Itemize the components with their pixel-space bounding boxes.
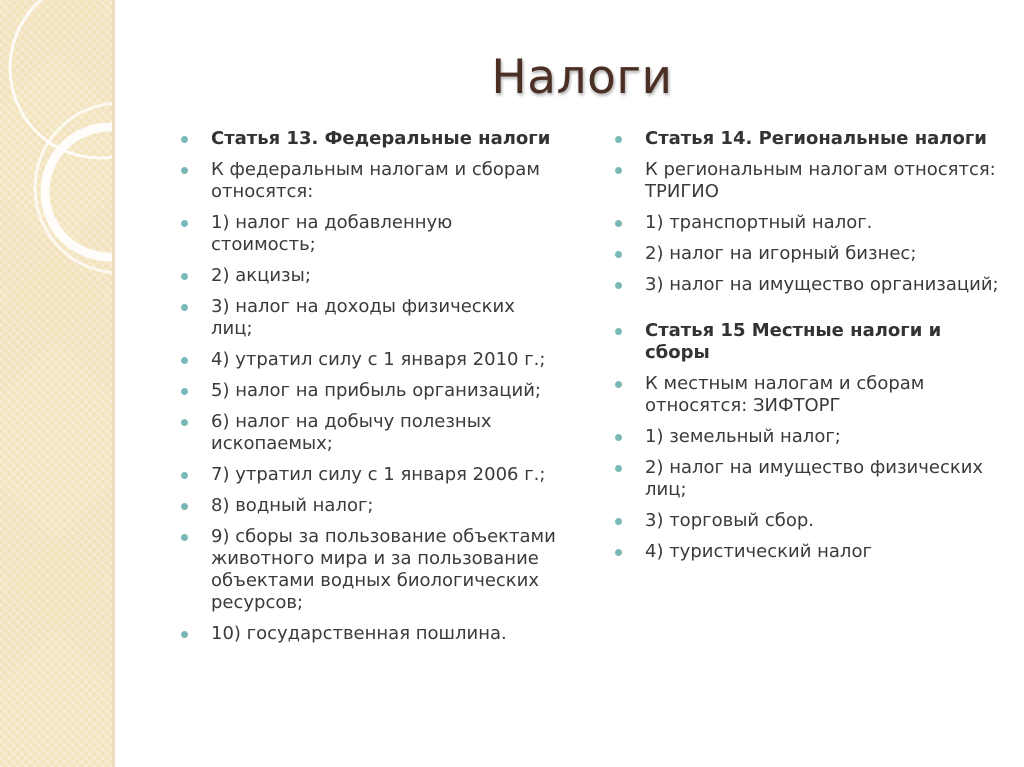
bullet-icon (181, 388, 188, 395)
list-item-text: К местным налогам и сборам относятся: ЗИФТОРГ (645, 373, 925, 416)
list-item (181, 265, 561, 287)
list-item (615, 426, 1005, 448)
list-item-text: 8) водный налог; (211, 495, 374, 516)
list-item-text: Статья 15 Местные налоги и сборы (645, 320, 942, 363)
list-item-text: 7) утратил силу с 1 января 2006 г.; (211, 464, 546, 485)
bullet-icon (615, 381, 622, 388)
list-item (181, 495, 561, 517)
list-item (615, 159, 1005, 203)
list-item (615, 541, 1005, 563)
list-item-text: 1) транспортный налог. (645, 212, 873, 233)
bullet-icon (181, 472, 188, 479)
list-item (181, 380, 561, 402)
list-item-text: К региональным налогам относятся: ТРИГИО (645, 159, 996, 202)
bullet-icon (615, 465, 622, 472)
bullet-icon (181, 503, 188, 510)
bullet-icon (615, 167, 622, 174)
list-item-text: 10) государственная пошлина. (211, 623, 507, 644)
list-item (615, 212, 1005, 234)
bullet-icon (615, 251, 622, 258)
bullet-icon (181, 534, 188, 541)
list-item-text: 3) налог на доходы физических лиц; (211, 296, 515, 339)
bullet-icon (615, 434, 622, 441)
list-item-text: 9) сборы за пользование объектами животного мира и за пользование объектами водных биологических ресурсов; (211, 526, 556, 613)
list-item-text: 2) акцизы; (211, 265, 311, 286)
list-item-text: 2) налог на игорный бизнес; (645, 243, 917, 264)
list-item (181, 128, 561, 150)
list-item-text: 4) туристический налог (645, 541, 872, 562)
list-item (615, 128, 1005, 150)
bullet-icon (615, 518, 622, 525)
list-item (181, 411, 561, 455)
list-item (181, 623, 561, 645)
bullet-icon (181, 419, 188, 426)
bullet-icon (615, 136, 622, 143)
list-item (615, 457, 1005, 501)
bullet-icon (181, 220, 188, 227)
list-item (181, 296, 561, 340)
bullet-icon (181, 136, 188, 143)
bullet-icon (181, 357, 188, 364)
list-item-text: Статья 13. Федеральные налоги (211, 128, 551, 149)
list-item (181, 159, 561, 203)
list-item-text: 1) налог на добавленную стоимость; (211, 212, 453, 255)
bullet-icon (615, 549, 622, 556)
list-item-text: 4) утратил силу с 1 января 2010 г.; (211, 349, 546, 370)
list-item-text: 3) торговый сбор. (645, 510, 814, 531)
list-item (615, 510, 1005, 532)
bullet-icon (181, 167, 188, 174)
bullet-icon (615, 220, 622, 227)
list-item-text: Статья 14. Региональные налоги (645, 128, 987, 149)
federal-taxes-list (181, 128, 561, 654)
band-edge-divider (112, 0, 115, 767)
regional-and-local-taxes-list (615, 128, 1005, 572)
list-item-text: 5) налог на прибыль организаций; (211, 380, 541, 401)
list-item (181, 526, 561, 614)
bullet-icon (615, 328, 622, 335)
list-item (615, 373, 1005, 417)
list-item-text: 1) земельный налог; (645, 426, 841, 447)
slide-title: Налоги (491, 50, 673, 105)
list-item-text: 6) налог на добычу полезных ископаемых; (211, 411, 492, 454)
list-item (615, 320, 1005, 364)
bullet-icon (615, 282, 622, 289)
list-item (181, 349, 561, 371)
list-item-text: К федеральным налогам и сборам относятся: (211, 159, 540, 202)
list-item (181, 464, 561, 486)
list-item (615, 243, 1005, 265)
list-item (181, 212, 561, 256)
bullet-icon (181, 304, 188, 311)
list-item-text: 3) налог на имущество организаций; (645, 274, 999, 295)
bullet-icon (181, 631, 188, 638)
decorative-side-band (0, 0, 112, 767)
list-item-text: 2) налог на имущество физических лиц; (645, 457, 984, 500)
list-item (615, 274, 1005, 296)
bullet-icon (181, 273, 188, 280)
